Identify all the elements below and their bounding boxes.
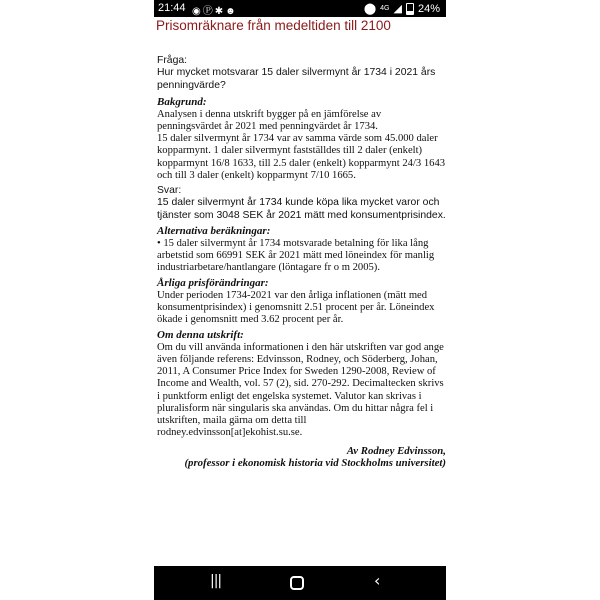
about-text: Om du vill använda informationen i den här utskriften var god ange även följande referens: Edvinsson, Rodney, och Söderberg, Johan, 2011, A Consumer Price Index for Sweden 1290-2008, Review of Income and Wealth, vol. 57 (2), sid. 270-292. Decimaltecken skrivs i punktform enligt det engelska systemet. Valutor kan skrivas i pluralisform när singularis ska användas. Om du hittar några fel i utskriften, maila gärna om detta till rodney.edvinsson[at]ekohist.su.se. [157, 341, 444, 439]
answer-block [157, 185, 446, 222]
answer-text: 15 daler silvermynt år 1734 kunde köpa lika mycket varor och tjänster som 3048 SEK år 2021 mätt med konsumentprisindex. [157, 197, 446, 221]
signature-name: Av Rodney Edvinsson, [346, 444, 446, 457]
background-text [157, 109, 446, 182]
avatar-icon: ☻ [225, 6, 238, 17]
about-heading: Om denna utskrift: [157, 329, 244, 342]
pinterest-icon: Ⓟ [202, 6, 215, 17]
annual-heading: Årliga prisförändringar: [157, 277, 269, 290]
home-icon[interactable] [290, 576, 304, 590]
location-icon: ⬤ [363, 3, 377, 15]
page-title: Prisomräknare från medeltiden till 2100 [156, 18, 391, 33]
status-right [364, 2, 440, 15]
signature [157, 445, 446, 469]
settings-icon: ✱ [214, 6, 226, 17]
signature-title: (professor i ekonomisk historia vid Stockholms universitet) [184, 456, 446, 469]
battery-level: 24% [417, 2, 440, 15]
navigation-bar [154, 566, 446, 600]
question-label: Fråga: [157, 55, 188, 66]
background-text-1: Analysen i denna utskrift bygger på en jämförelse av penningsvärdet år 2021 med penningvärdet år 1734. [157, 108, 382, 132]
page-content [157, 55, 446, 469]
signal-icon: ◢ [393, 3, 402, 15]
phone-screen [154, 0, 446, 600]
notification-icons [192, 2, 238, 17]
4g-icon: 4G [380, 5, 390, 12]
alternative-heading: Alternativa beräkningar: [157, 225, 271, 238]
background-text-2: 15 daler silvermynt år 1734 var av samma värde som 45.000 daler kopparmynt. 1 daler silvermynt fastställdes till 2 daler (enkelt) kopparmynt 16/8 1633, till 2.5 daler (enkelt) kopparmynt 24/3 1643 och till 3 daler (enkelt) kopparmynt 7/10 1665. [157, 133, 446, 181]
background-heading: Bakgrund: [157, 96, 207, 109]
question-block [157, 55, 446, 92]
battery-icon [406, 3, 414, 15]
question-text: Hur mycket motsvarar 15 daler silvermynt år 1734 i 2021 års penningvärde? [157, 67, 436, 91]
back-icon[interactable]: ‹ [374, 571, 381, 590]
annual-text: Under perioden 1734-2021 var den årliga inflationen (mätt med konsumentprisindex) i genomsnitt 2.51 procent per år. Löneindex ökade i genomsnitt med 3.62 procent per år. [157, 289, 435, 326]
alternative-text: • 15 daler silvermynt år 1734 motsvarade betalning för lika lång arbetstid som 66991 SEK år 2021 mätt med löneindex för manlig industriarbetare/hantlangare (löntagare fr o m 2005). [157, 237, 435, 274]
answer-label: Svar: [157, 184, 182, 196]
messenger-icon: ◉ [192, 6, 203, 17]
status-bar [154, 0, 446, 17]
recent-apps-icon[interactable]: ||| [210, 573, 222, 589]
status-time: 21:44 [158, 2, 186, 14]
